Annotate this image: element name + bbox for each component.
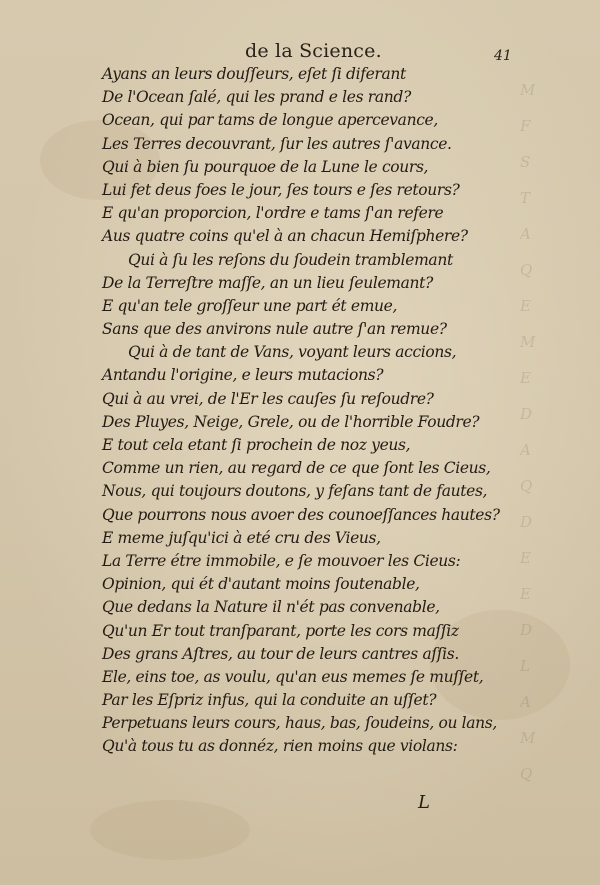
verse-line: E qu'an tele groſſeur une part ét emue, <box>102 296 398 315</box>
verse-line: Qui à bien ſu pourquoe de la Lune le cours, <box>102 157 429 176</box>
verse-line: Opinion, qui ét d'autant moins ſoutenable, <box>102 575 420 594</box>
catchword: L <box>418 792 430 813</box>
verse-line: Perpetuans leurs cours, haus, bas, ſoudeins, ou lans, <box>102 714 497 733</box>
verse-line: De la Terreſtre maſſe, an un lieu ſeulemant? <box>102 273 433 292</box>
verse-line: Aus quatre coins qu'el à an chacun Hemiſphere? <box>102 227 468 246</box>
verse-line: Nous, qui toujours doutons, y feſans tant de fautes, <box>102 482 488 501</box>
verse-line: Qu'un Er tout tranſparant, porte les cors maſſiz <box>102 621 459 640</box>
verse-line: Par les Eſpriz infus, qui la conduite an uſſet? <box>102 691 437 710</box>
verse-line: Que dedans la Nature il n'ét pas convenable, <box>102 598 440 617</box>
verse-line: Qu'à tous tu as donnéz, rien moins que violans: <box>102 737 458 756</box>
verse-line: De l'Ocean ſalé, qui les prand e les rand? <box>102 88 411 107</box>
verse-line: La Terre étre immobile, e ſe mouvoer les Cieus: <box>102 551 461 570</box>
verse-line: Des grans Aſtres, au tour de leurs cantres aſſis. <box>102 644 459 663</box>
bleed-through-text: M F S T A Q E M E D A Q D E E D L A M Q <box>520 81 536 783</box>
verse-line: E tout cela etant ſi prochein de noz yeus, <box>102 436 411 454</box>
verse-line: Ele, eins toe, as voulu, qu'an eus memes ſe muſſet, <box>102 667 484 686</box>
page-number: 41 <box>494 48 512 64</box>
verse-line: E meme juſqu'ici à eté cru des Vieus, <box>102 528 381 547</box>
verse-line: Qui à ſu les reſons du ſoudein tramblemant <box>128 250 453 269</box>
running-head: de la Science. <box>245 40 382 62</box>
verse-line: Antandu l'origine, e leurs mutacions? <box>102 366 384 385</box>
verse-line: Que pourrons nous avoer des counoeſſances hautes? <box>102 505 500 524</box>
verse-line: Sans que des anvirons nule autre ſ'an remue? <box>102 320 447 339</box>
verse-text <box>0 63 600 759</box>
verse-line: Lui fet deus foes le jour, ſes tours e ſes retours? <box>102 180 460 199</box>
verse-line: Les Terres decouvrant, ſur les autres ſ'avance. <box>102 134 452 153</box>
verse-line: Qui à au vrei, de l'Er les cauſes ſu reſoudre? <box>102 389 434 408</box>
paper-stain <box>90 800 250 860</box>
verse-line: Des Pluyes, Neige, Grele, ou de l'horrible Foudre? <box>102 412 480 431</box>
verse-line: Qui à de tant de Vans, voyant leurs accions, <box>128 343 457 362</box>
verse-line: E qu'an proporcion, l'ordre e tams ſ'an refere <box>102 204 444 223</box>
verse-line: Comme un rien, au regard de ce que ſont les Cieus, <box>102 459 491 478</box>
verse-line: Ocean, qui par tams de longue apercevance, <box>102 111 438 130</box>
verse-line: Ayans an leurs douſſeurs, eſet ſi diferant <box>102 65 406 83</box>
